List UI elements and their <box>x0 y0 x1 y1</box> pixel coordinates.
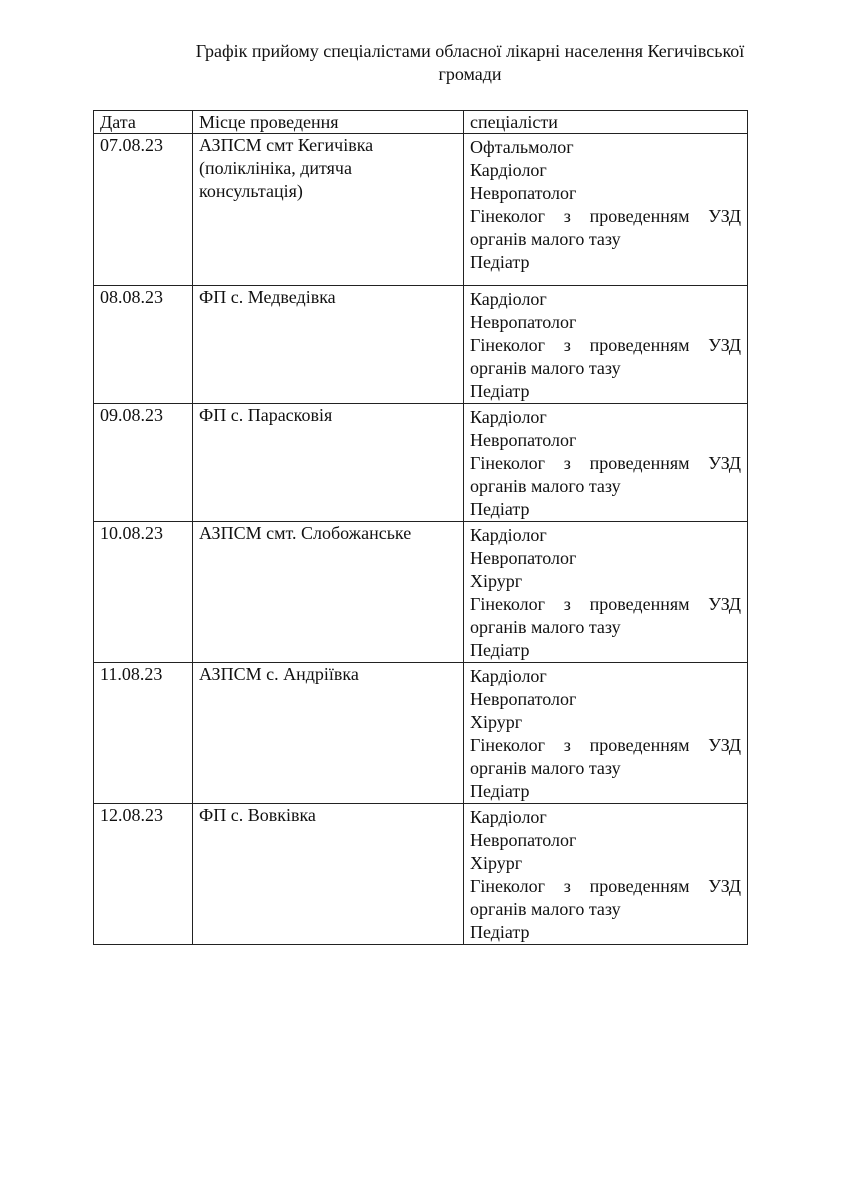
table-row <box>94 663 748 804</box>
specialist-item: органів малого тазу <box>470 899 621 919</box>
document-title <box>150 40 790 86</box>
specialist-item: Невропатолог <box>470 312 577 332</box>
row-specialists <box>464 663 748 804</box>
specialist-item: органів малого тазу <box>470 358 621 378</box>
header-place: Місце проведення <box>193 111 464 134</box>
specialist-item: Кардіолог <box>470 160 547 180</box>
specialist-item: Хірург <box>470 853 523 873</box>
row-specialists <box>464 404 748 522</box>
table-row <box>94 522 748 663</box>
row-specialists <box>464 804 748 945</box>
specialist-item: Кардіолог <box>470 407 547 427</box>
specialist-item: Гінеколог з проведенням УЗД <box>470 206 741 226</box>
row-date: 07.08.23 <box>94 134 193 286</box>
specialist-item: Гінеколог з проведенням УЗД <box>470 335 741 355</box>
table-row <box>94 404 748 522</box>
row-place: АЗПСМ с. Андріївка <box>193 663 464 804</box>
row-place: АЗПСМ смт. Слобожанське <box>193 522 464 663</box>
specialist-item: Хірург <box>470 712 523 732</box>
specialist-item: Кардіолог <box>470 289 547 309</box>
schedule-table <box>93 110 748 945</box>
row-specialists <box>464 134 748 286</box>
specialist-item: Педіатр <box>470 499 530 519</box>
row-date: 08.08.23 <box>94 286 193 404</box>
specialist-item: Кардіолог <box>470 525 547 545</box>
title-line-1: Графік прийому спеціалістами обласної лікарні населення Кегичівської <box>195 41 745 61</box>
row-place: ФП с. Парасковія <box>193 404 464 522</box>
specialist-item: Невропатолог <box>470 689 577 709</box>
row-specialists <box>464 522 748 663</box>
header-date: Дата <box>94 111 193 134</box>
specialist-item: Гінеколог з проведенням УЗД <box>470 735 741 755</box>
specialist-item: органів малого тазу <box>470 758 621 778</box>
specialist-item: Гінеколог з проведенням УЗД <box>470 453 741 473</box>
table-row <box>94 804 748 945</box>
specialist-item: органів малого тазу <box>470 229 621 249</box>
specialist-item: Хірург <box>470 571 523 591</box>
row-date: 10.08.23 <box>94 522 193 663</box>
table-row <box>94 134 748 286</box>
row-date: 09.08.23 <box>94 404 193 522</box>
header-specialists: спеціалісти <box>464 111 748 134</box>
row-place: ФП с. Вовківка <box>193 804 464 945</box>
table-row <box>94 286 748 404</box>
specialist-item: Офтальмолог <box>470 137 574 157</box>
specialist-item: Кардіолог <box>470 807 547 827</box>
specialist-item: Педіатр <box>470 640 530 660</box>
row-date: 11.08.23 <box>94 663 193 804</box>
specialist-item: Невропатолог <box>470 830 577 850</box>
specialist-item: Кардіолог <box>470 666 547 686</box>
specialist-item: органів малого тазу <box>470 617 621 637</box>
specialist-item: Педіатр <box>470 381 530 401</box>
row-place: АЗПСМ смт Кегичівка (поліклініка, дитяча консультація) <box>193 134 464 286</box>
row-place: ФП с. Медведівка <box>193 286 464 404</box>
table-header-row <box>94 111 748 134</box>
specialist-item: органів малого тазу <box>470 476 621 496</box>
row-date: 12.08.23 <box>94 804 193 945</box>
row-specialists <box>464 286 748 404</box>
specialist-item: Невропатолог <box>470 548 577 568</box>
specialist-item: Педіатр <box>470 922 530 942</box>
specialist-item: Невропатолог <box>470 430 577 450</box>
specialist-item: Педіатр <box>470 252 530 272</box>
title-line-2: громади <box>438 64 502 84</box>
specialist-item: Гінеколог з проведенням УЗД <box>470 594 741 614</box>
specialist-item: Педіатр <box>470 781 530 801</box>
specialist-item: Гінеколог з проведенням УЗД <box>470 876 741 896</box>
specialist-item: Невропатолог <box>470 183 577 203</box>
